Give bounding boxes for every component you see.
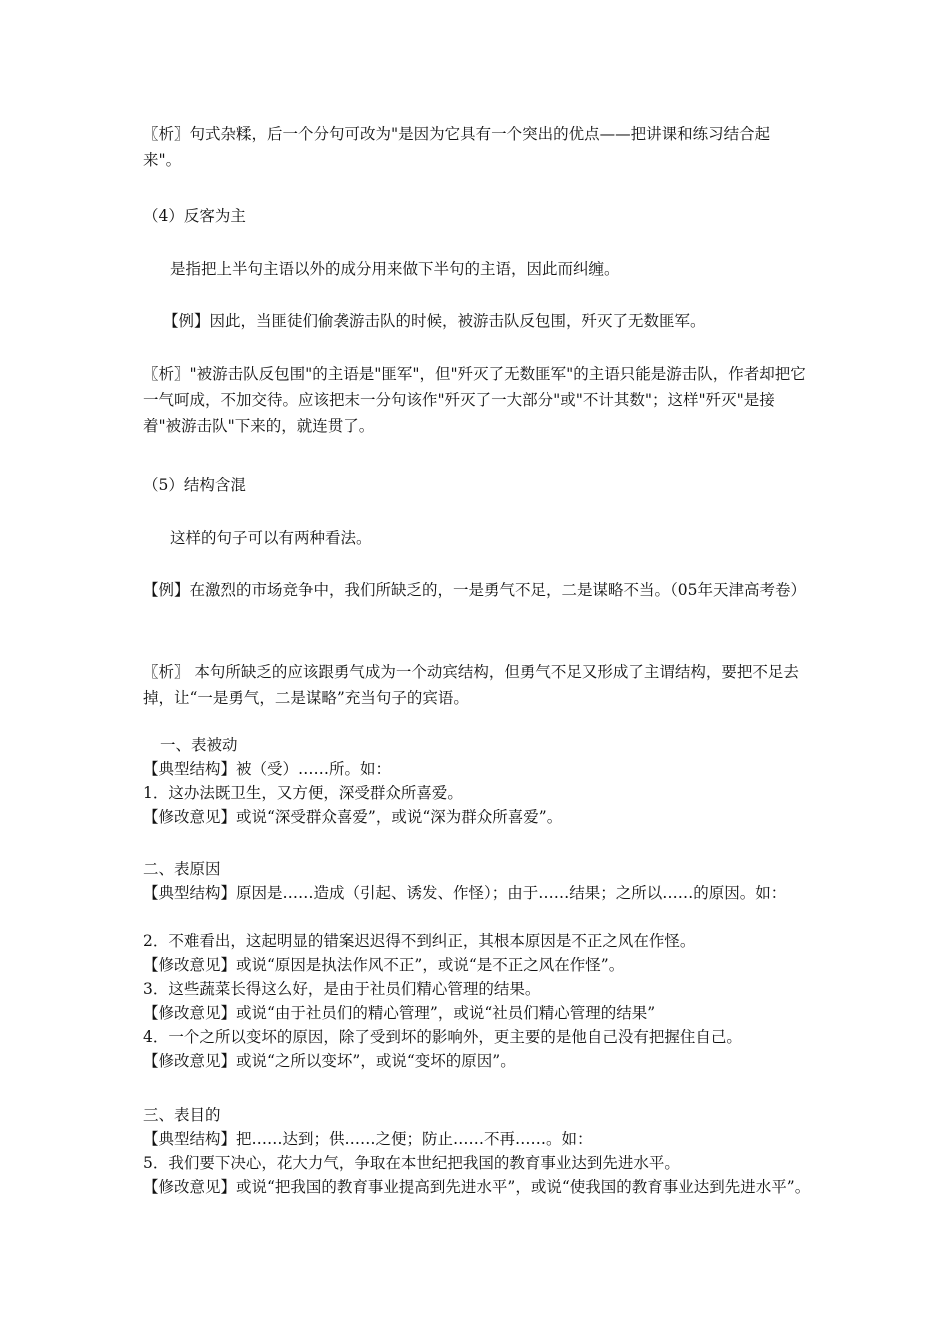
analysis-paragraph-2: 〖析〗"被游击队反包围"的主语是"匪军"，但"歼灭了无数匪军"的主语只能是游击队，作者却把它一气呵成，不加交待。应该把末一分句该作"歼灭了一大部分"或"不计其数"；这样"歼灭"是接着"被游击队"下来的，就连贯了。 (143, 365, 806, 435)
example-paragraph-1: 【例】因此，当匪徒们偷袭游击队的时候，被游击队反包围，歼灭了无数匪军。 (163, 312, 706, 330)
section2-line-5: 【修改意见】或说“由于社员们的精心管理”，或说“社员们精心管理的结果” (143, 1004, 656, 1022)
section2-line-4: 3．这些蔬菜长得这么好，是由于社员们精心管理的结果。 (143, 980, 541, 998)
example-paragraph-2: 【例】在激烈的市场竞争中，我们所缺乏的，一是勇气不足，二是谋略不当。（05年天津高考卷） (143, 581, 806, 599)
section1-line-3: 【修改意见】或说“深受群众喜爱”，或说“深为群众所喜爱”。 (143, 808, 563, 826)
section1-line-1: 【典型结构】被（受）……所。如： (143, 760, 392, 778)
analysis-paragraph-3: 〖析〗 本句所缺乏的应该跟勇气成为一个动宾结构，但勇气不足又形成了主谓结构，要把不足去掉，让“一是勇气，二是谋略”充当句子的宾语。 (143, 663, 799, 707)
section-title-passive: 一、表被动 (160, 736, 238, 754)
analysis-paragraph-1: 〖析〗句式杂糅，后一个分句可改为"是因为它具有一个突出的优点——把讲课和练习结合起来"。 (143, 125, 771, 169)
section3-line-3: 【修改意见】或说“把我国的教育事业提高到先进水平”，或说“使我国的教育事业达到先进水平”。 (143, 1178, 811, 1196)
definition-paragraph-2: 这样的句子可以有两种看法。 (170, 529, 372, 547)
section-title-purpose: 三、表目的 (143, 1106, 221, 1124)
section2-line-7: 【修改意见】或说“之所以变坏”，或说“变坏的原因”。 (143, 1052, 516, 1070)
section2-line-6: 4．一个之所以变坏的原因，除了受到坏的影响外，更主要的是他自己没有把握住自己。 (143, 1028, 742, 1046)
definition-paragraph-1: 是指把上半句主语以外的成分用来做下半句的主语，因此而纠缠。 (170, 260, 620, 278)
heading-4: （4）反客为主 (143, 207, 246, 225)
section3-line-2: 5．我们要下决心，花大力气，争取在本世纪把我国的教育事业达到先进水平。 (143, 1154, 680, 1172)
section-title-cause: 二、表原因 (143, 860, 221, 878)
section1-line-2: 1．这办法既卫生，又方便，深受群众所喜爱。 (143, 784, 463, 802)
heading-5: （5）结构含混 (143, 476, 246, 494)
section2-line-3: 【修改意见】或说“原因是执法作风不正”，或说“是不正之风在作怪”。 (143, 956, 625, 974)
section3-line-1: 【典型结构】把……达到；供……之便；防止……不再……。如： (143, 1130, 593, 1148)
section2-line-1: 【典型结构】原因是……造成（引起、诱发、作怪）；由于……结果；之所以……的原因。如： (143, 884, 787, 902)
section2-line-2: 2．不难看出，这起明显的错案迟迟得不到纠正，其根本原因是不正之风在作怪。 (143, 932, 696, 950)
